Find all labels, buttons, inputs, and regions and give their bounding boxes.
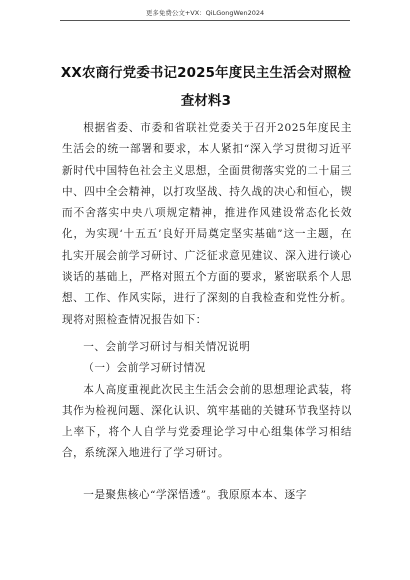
page-header: 更多免费公文+VX：QiLGongWen2024 <box>145 9 265 17</box>
document-body <box>62 118 352 506</box>
intro-paragraph: 根据省委、市委和省联社党委关于召开2025年度民主生活会的统一部署和要求，本人紧扣“深入学习贯彻习近平新时代中国特色社会主义思想，全面贯彻落实党的二十届三中、四中全会精神，以打攻坚战、持久战的决心和恒心，锲而不舍落实中央八项规定精神，推进作风建设常态化长效化，为实现‘十五五’良好开局奠定坚实基础”这一主题，在扎实开展会前学习研讨、广泛征求意见建议、深入进行谈心谈话的基础上，严格对照五个方面的要求，紧密联系个人思想、工作、作风实际，进行了深刻的自我检查和党性分析。现将对照检查情况报告如下： <box>62 122 352 326</box>
document-title: XX农商行党委书记2025年度民主生活会对照检查材料3 <box>60 66 352 109</box>
point-paragraph: 一是聚焦核心“学深悟透”。我原原本本、逐字 <box>83 488 307 501</box>
subsection-heading: （一）会前学习研讨情况 <box>83 362 206 375</box>
subsection-paragraph: 本人高度重视此次民主生活会会前的思想理论武装，将其作为检视问题、深化认识、筑牢基础的关键环节我坚持以上率下，将个人自学与党委理论学习中心组集体学习相结合，系统深入地进行了学习研讨。 <box>62 383 352 460</box>
header-divider <box>60 20 350 21</box>
section-heading: 一、会前学习研讨与相关情况说明 <box>83 340 251 353</box>
